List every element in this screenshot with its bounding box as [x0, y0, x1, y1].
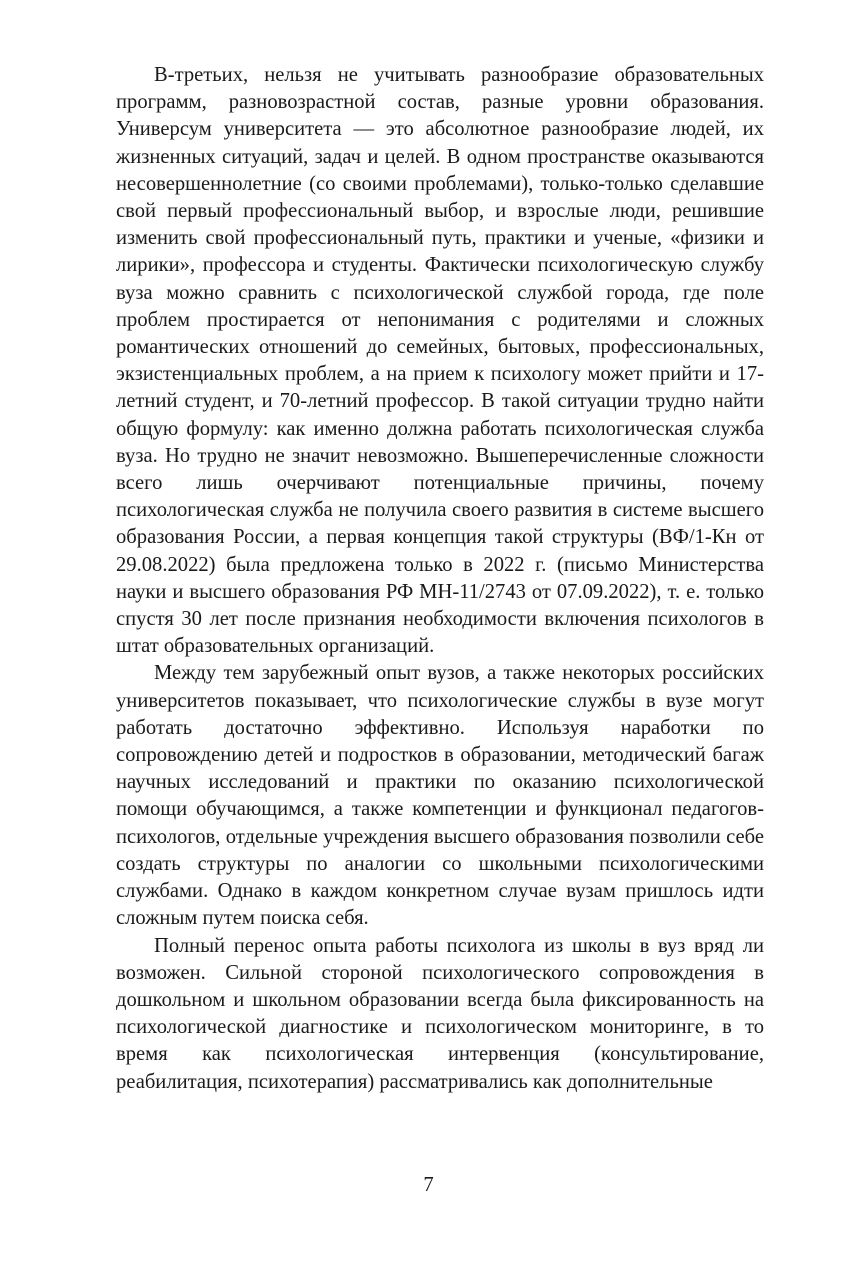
- paragraph-3: Полный перенос опыта работы психолога из школы в вуз вряд ли возможен. Сильной стороной психологического сопровождения в дошкольном и школьном образовании всегда была фиксированность на психологической диагностике и психологическом мониторинге, в то время как психологическая интервенция (консультирование, реабилитация, психотерапия) рассматривались как дополнительные: [116, 934, 764, 1093]
- paragraph-1: В-третьих, нельзя не учитывать разнообразие образовательных программ, разновозрастной состав, разные уровни образования. Универсум университета — это абсолютное разнообразие людей, их жизненных ситуаций, задач и целей. В одном пространстве оказываются несовершеннолетние (со своими проблемами), только-только сделавшие свой первый профессиональный выбор, и взрослые люди, решившие изменить свой профессиональный путь, практики и ученые, «физики и лирики», профессора и студенты. Фактически психологическую службу вуза можно сравнить с психологической службой города, где поле проблем простирается от непонимания с родителями и сложных романтических отношений до семейных, бытовых, профессиональных, экзистенциальных проблем, а на прием к психологу может прийти и 17-летний студент, и 70-летний профессор. В такой ситуации трудно найти общую формулу: как именно должна работать психологическая служба вуза. Но трудно не значит невозможно. Вышеперечисленные сложности всего лишь очерчивают потенциальные причины, почему психологическая служба не получила своего развития в системе высшего образования России, а первая концепция такой структуры (ВФ/1-Кн от 29.08.2022) была предложена только в 2022 г. (письмо Министерства науки и высшего образования РФ МН-11/2743 от 07.09.2022), т. е. только спустя 30 лет после признания необходимости включения психологов в штат образовательных организаций.: [116, 64, 764, 658]
- paragraph-2: Между тем зарубежный опыт вузов, а также некоторых российских университетов показывает, что психологические службы в вузе могут работать достаточно эффективно. Используя наработки по сопровождению детей и подростков в образовании, методический багаж научных исследований и практики по оказанию психологической помощи обучающимся, а также компетенции и функционал педагогов-психологов, отдельные учреждения высшего образования позволили себе создать структуры по аналогии со школьными психологическими службами. Однако в каждом конкретном случае вузам пришлось идти сложным путем поиска себя.: [116, 662, 764, 930]
- body-text: [116, 62, 764, 1096]
- page-number: 7: [423, 1174, 434, 1196]
